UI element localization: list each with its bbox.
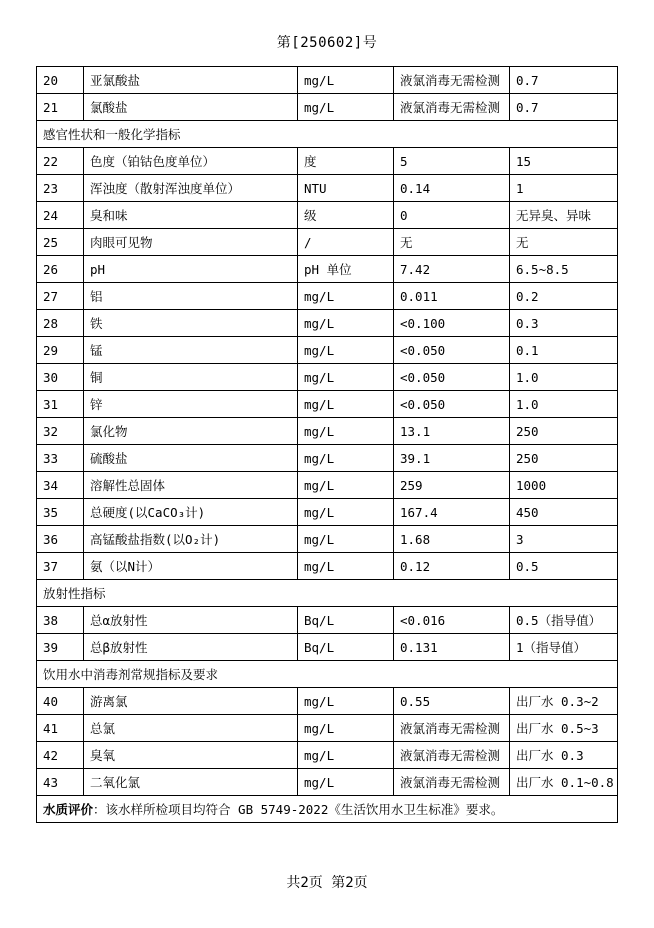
limit-cell: 无: [510, 229, 618, 256]
item-number-cell: 29: [37, 337, 84, 364]
result-cell: 0.011: [394, 283, 510, 310]
unit-cell: mg/L: [298, 391, 394, 418]
result-cell: 0.55: [394, 688, 510, 715]
item-name-cell: 铜: [84, 364, 298, 391]
result-cell: 5: [394, 148, 510, 175]
item-name-cell: 肉眼可见物: [84, 229, 298, 256]
limit-cell: 0.2: [510, 283, 618, 310]
unit-cell: NTU: [298, 175, 394, 202]
item-name-cell: pH: [84, 256, 298, 283]
table-row: [37, 472, 618, 499]
item-name-cell: 色度（铂钴色度单位）: [84, 148, 298, 175]
unit-cell: mg/L: [298, 769, 394, 796]
table-row: [37, 607, 618, 634]
unit-cell: mg/L: [298, 742, 394, 769]
result-cell: 液氯消毒无需检测: [394, 742, 510, 769]
item-name-cell: 铁: [84, 310, 298, 337]
item-number-cell: 38: [37, 607, 84, 634]
table-row: [37, 94, 618, 121]
page-footer: 共2页 第2页: [286, 875, 368, 891]
table-row: [37, 526, 618, 553]
item-name-cell: 锰: [84, 337, 298, 364]
limit-cell: 3: [510, 526, 618, 553]
evaluation-row: [37, 796, 618, 823]
limit-cell: 出厂水 0.3: [510, 742, 618, 769]
result-cell: 0.12: [394, 553, 510, 580]
item-name-cell: 总氯: [84, 715, 298, 742]
table-row: [37, 337, 618, 364]
limit-cell: 15: [510, 148, 618, 175]
result-cell: 液氯消毒无需检测: [394, 715, 510, 742]
unit-cell: mg/L: [298, 364, 394, 391]
item-name-cell: 臭和味: [84, 202, 298, 229]
item-name-cell: 氨（以N计）: [84, 553, 298, 580]
item-number-cell: 33: [37, 445, 84, 472]
section-row: [37, 661, 618, 688]
limit-cell: 出厂水 0.3~2: [510, 688, 618, 715]
limit-cell: 1000: [510, 472, 618, 499]
limit-cell: 1（指导值）: [510, 634, 618, 661]
item-number-cell: 23: [37, 175, 84, 202]
item-name-cell: 二氧化氯: [84, 769, 298, 796]
unit-cell: mg/L: [298, 310, 394, 337]
limit-cell: 250: [510, 418, 618, 445]
item-number-cell: 22: [37, 148, 84, 175]
table-row: [37, 364, 618, 391]
result-cell: <0.050: [394, 337, 510, 364]
item-number-cell: 31: [37, 391, 84, 418]
result-cell: 0.131: [394, 634, 510, 661]
item-number-cell: 36: [37, 526, 84, 553]
unit-cell: mg/L: [298, 337, 394, 364]
report-table-body: [37, 67, 618, 823]
unit-cell: /: [298, 229, 394, 256]
table-row: [37, 742, 618, 769]
item-number-cell: 20: [37, 67, 84, 94]
table-row: [37, 418, 618, 445]
unit-cell: 级: [298, 202, 394, 229]
item-number-cell: 26: [37, 256, 84, 283]
result-cell: 液氯消毒无需检测: [394, 67, 510, 94]
item-name-cell: 氯化物: [84, 418, 298, 445]
item-number-cell: 24: [37, 202, 84, 229]
item-number-cell: 27: [37, 283, 84, 310]
item-number-cell: 28: [37, 310, 84, 337]
table-row: [37, 175, 618, 202]
table-row: [37, 67, 618, 94]
doc-number: 第[250602]号: [276, 35, 378, 51]
unit-cell: mg/L: [298, 553, 394, 580]
item-number-cell: 32: [37, 418, 84, 445]
table-row: [37, 283, 618, 310]
unit-cell: mg/L: [298, 472, 394, 499]
item-number-cell: 42: [37, 742, 84, 769]
limit-cell: 250: [510, 445, 618, 472]
table-row: [37, 769, 618, 796]
item-number-cell: 37: [37, 553, 84, 580]
limit-cell: 1: [510, 175, 618, 202]
table-row: [37, 256, 618, 283]
result-cell: 0: [394, 202, 510, 229]
table-row: [37, 229, 618, 256]
table-row: [37, 634, 618, 661]
result-cell: 7.42: [394, 256, 510, 283]
unit-cell: mg/L: [298, 445, 394, 472]
result-cell: <0.016: [394, 607, 510, 634]
unit-cell: mg/L: [298, 283, 394, 310]
result-cell: 259: [394, 472, 510, 499]
limit-cell: 0.5: [510, 553, 618, 580]
unit-cell: mg/L: [298, 526, 394, 553]
section-row: [37, 580, 618, 607]
result-cell: 1.68: [394, 526, 510, 553]
limit-cell: 0.3: [510, 310, 618, 337]
table-row: [37, 202, 618, 229]
item-name-cell: 溶解性总固体: [84, 472, 298, 499]
result-cell: 液氯消毒无需检测: [394, 769, 510, 796]
item-number-cell: 30: [37, 364, 84, 391]
limit-cell: 450: [510, 499, 618, 526]
result-cell: <0.050: [394, 364, 510, 391]
limit-cell: 出厂水 0.1~0.8: [510, 769, 618, 796]
table-row: [37, 148, 618, 175]
limit-cell: 无异臭、异味: [510, 202, 618, 229]
item-name-cell: 高锰酸盐指数(以O₂计): [84, 526, 298, 553]
item-number-cell: 40: [37, 688, 84, 715]
item-number-cell: 34: [37, 472, 84, 499]
table-row: [37, 499, 618, 526]
table-row: [37, 310, 618, 337]
evaluation-label: 水质评价: [43, 802, 94, 817]
limit-cell: 出厂水 0.5~3: [510, 715, 618, 742]
limit-cell: 1.0: [510, 391, 618, 418]
evaluation-cell: [37, 796, 618, 823]
section-title: 放射性指标: [37, 580, 618, 607]
result-cell: 39.1: [394, 445, 510, 472]
unit-cell: Bq/L: [298, 634, 394, 661]
result-cell: 0.14: [394, 175, 510, 202]
limit-cell: 6.5~8.5: [510, 256, 618, 283]
table-row: [37, 445, 618, 472]
limit-cell: 0.1: [510, 337, 618, 364]
unit-cell: mg/L: [298, 67, 394, 94]
item-name-cell: 铝: [84, 283, 298, 310]
result-cell: <0.100: [394, 310, 510, 337]
item-number-cell: 43: [37, 769, 84, 796]
table-row: [37, 553, 618, 580]
limit-cell: 0.5（指导值）: [510, 607, 618, 634]
item-number-cell: 41: [37, 715, 84, 742]
item-name-cell: 臭氧: [84, 742, 298, 769]
item-name-cell: 浑浊度（散射浑浊度单位）: [84, 175, 298, 202]
unit-cell: mg/L: [298, 94, 394, 121]
limit-cell: 0.7: [510, 67, 618, 94]
unit-cell: mg/L: [298, 688, 394, 715]
item-number-cell: 35: [37, 499, 84, 526]
table-row: [37, 715, 618, 742]
limit-cell: 0.7: [510, 94, 618, 121]
item-number-cell: 25: [37, 229, 84, 256]
item-number-cell: 39: [37, 634, 84, 661]
result-cell: 167.4: [394, 499, 510, 526]
unit-cell: mg/L: [298, 499, 394, 526]
unit-cell: mg/L: [298, 715, 394, 742]
item-name-cell: 氯酸盐: [84, 94, 298, 121]
unit-cell: 度: [298, 148, 394, 175]
table-row: [37, 688, 618, 715]
item-name-cell: 总β放射性: [84, 634, 298, 661]
item-number-cell: 21: [37, 94, 84, 121]
item-name-cell: 锌: [84, 391, 298, 418]
result-cell: 液氯消毒无需检测: [394, 94, 510, 121]
table-row: [37, 391, 618, 418]
evaluation-text: ：该水样所检项目均符合 GB 5749-2022《生活饮用水卫生标准》要求。: [93, 802, 504, 817]
unit-cell: pH 单位: [298, 256, 394, 283]
result-cell: <0.050: [394, 391, 510, 418]
result-cell: 无: [394, 229, 510, 256]
water-quality-table: [36, 66, 618, 823]
unit-cell: mg/L: [298, 418, 394, 445]
item-name-cell: 硫酸盐: [84, 445, 298, 472]
result-cell: 13.1: [394, 418, 510, 445]
section-row: [37, 121, 618, 148]
section-title: 感官性状和一般化学指标: [37, 121, 618, 148]
item-name-cell: 总α放射性: [84, 607, 298, 634]
item-name-cell: 总硬度(以CaCO₃计): [84, 499, 298, 526]
unit-cell: Bq/L: [298, 607, 394, 634]
limit-cell: 1.0: [510, 364, 618, 391]
item-name-cell: 亚氯酸盐: [84, 67, 298, 94]
item-name-cell: 游离氯: [84, 688, 298, 715]
section-title: 饮用水中消毒剂常规指标及要求: [37, 661, 618, 688]
